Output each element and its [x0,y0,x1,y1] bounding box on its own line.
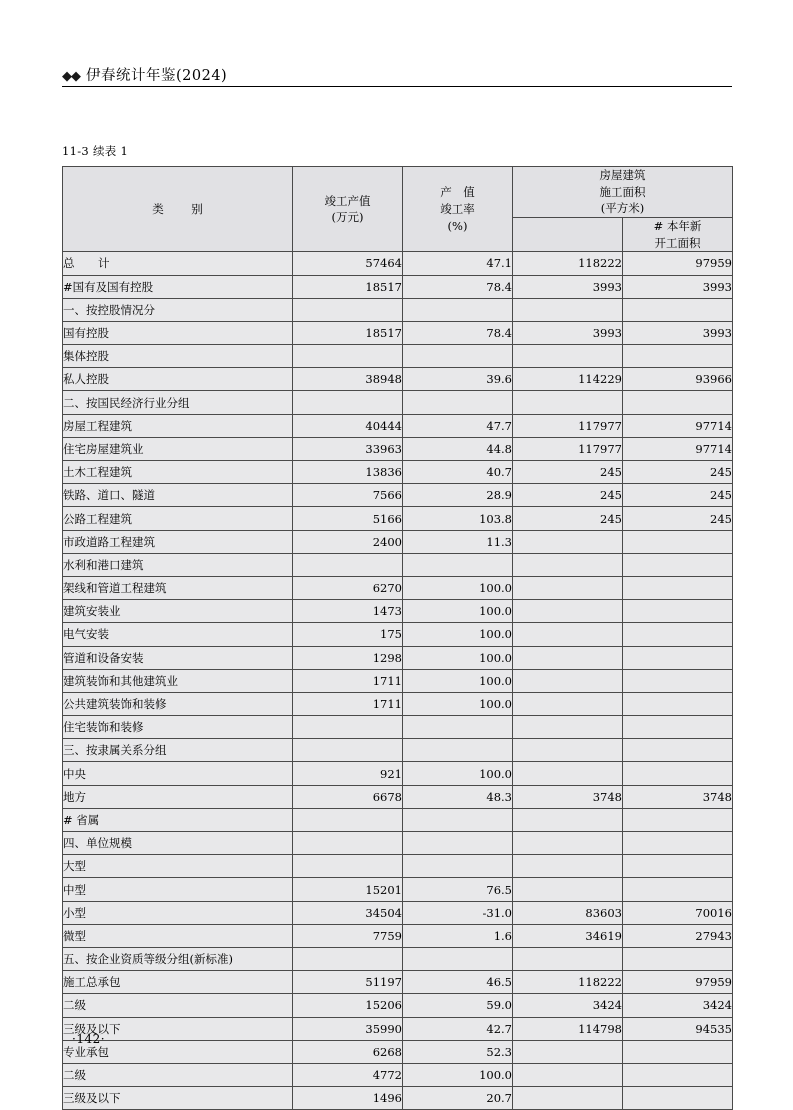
row-value-c4 [623,669,733,692]
row-value-c2: 44.8 [403,437,513,460]
statistics-table [62,166,733,1110]
row-value-c1: 6270 [293,576,403,599]
table-row [63,739,733,762]
table-row [63,275,733,298]
row-value-c3 [513,947,623,970]
row-value-c1: 15206 [293,994,403,1017]
row-value-c1 [293,716,403,739]
table-row [63,530,733,553]
row-value-c2 [403,947,513,970]
row-value-c3: 245 [513,461,623,484]
table-row [63,1017,733,1040]
row-value-c3: 3424 [513,994,623,1017]
row-value-c3 [513,669,623,692]
row-value-c3: 3748 [513,785,623,808]
row-value-c2 [403,716,513,739]
table-row [63,808,733,831]
table-row [63,437,733,460]
row-value-c4: 27943 [623,924,733,947]
row-category-label: # 省属 [63,808,293,831]
row-value-c1 [293,298,403,321]
table-row [63,298,733,321]
row-value-c1 [293,391,403,414]
table-row [63,832,733,855]
row-value-c3 [513,600,623,623]
table-row [63,623,733,646]
row-value-c2 [403,808,513,831]
column-header-output-completion-rate: 产 值 竣工率 (%) [403,167,513,252]
row-value-c3 [513,716,623,739]
row-category-label: 三级及以下 [63,1017,293,1040]
row-value-c4 [623,1063,733,1086]
row-value-c1: 1473 [293,600,403,623]
row-value-c1: 2400 [293,530,403,553]
row-value-c4 [623,855,733,878]
row-value-c2: 47.1 [403,252,513,275]
diamond-ornament-icon: ◆◆ [62,68,80,83]
table-row [63,785,733,808]
row-value-c1 [293,855,403,878]
row-value-c1 [293,832,403,855]
row-category-label: 建筑安装业 [63,600,293,623]
column-header-spacer [513,218,623,252]
row-category-label: 地方 [63,785,293,808]
row-value-c2: 20.7 [403,1087,513,1110]
row-value-c2: 103.8 [403,507,513,530]
row-value-c4: 245 [623,507,733,530]
row-category-label: 中型 [63,878,293,901]
row-value-c1: 6268 [293,1040,403,1063]
row-value-c1: 7566 [293,484,403,507]
row-value-c3 [513,878,623,901]
row-category-label: 集体控股 [63,345,293,368]
row-value-c2 [403,832,513,855]
row-value-c3: 118222 [513,252,623,275]
row-value-c4: 94535 [623,1017,733,1040]
row-value-c1 [293,947,403,970]
column-header-category: 类 别 [63,167,293,252]
row-value-c3 [513,553,623,576]
row-value-c2 [403,391,513,414]
row-value-c2: 100.0 [403,669,513,692]
table-row [63,947,733,970]
row-category-label: 中央 [63,762,293,785]
column-header-building-construction-area: 房屋建筑 施工面积 (平方米) [513,167,733,218]
table-row [63,1087,733,1110]
row-value-c4: 3424 [623,994,733,1017]
row-category-label: 电气安装 [63,623,293,646]
table-row [63,600,733,623]
row-value-c4 [623,553,733,576]
row-value-c2: 47.7 [403,414,513,437]
row-value-c4 [623,739,733,762]
row-category-label: 私人控股 [63,368,293,391]
row-value-c2: 78.4 [403,321,513,344]
table-header-row-1 [63,167,733,218]
row-value-c1: 18517 [293,321,403,344]
table-row [63,1040,733,1063]
table-row [63,716,733,739]
table-row [63,484,733,507]
row-value-c4 [623,391,733,414]
row-value-c3 [513,692,623,715]
column-header-completed-output-value: 竣工产值 (万元) [293,167,403,252]
row-value-c4 [623,530,733,553]
row-value-c3: 3993 [513,275,623,298]
row-value-c2: 42.7 [403,1017,513,1040]
row-value-c2: 48.3 [403,785,513,808]
row-category-label: 三、按隶属关系分组 [63,739,293,762]
row-value-c3 [513,345,623,368]
row-category-label: 土木工程建筑 [63,461,293,484]
row-value-c4: 70016 [623,901,733,924]
row-value-c1: 13836 [293,461,403,484]
row-value-c4 [623,345,733,368]
row-value-c4: 97714 [623,414,733,437]
row-value-c3 [513,762,623,785]
row-category-label: #国有及国有控股 [63,275,293,298]
row-value-c1: 1298 [293,646,403,669]
row-value-c2: 11.3 [403,530,513,553]
table-row [63,553,733,576]
table-row [63,901,733,924]
table-row [63,762,733,785]
row-category-label: 房屋工程建筑 [63,414,293,437]
row-value-c3 [513,391,623,414]
table-row [63,924,733,947]
row-value-c3 [513,623,623,646]
row-value-c2: 78.4 [403,275,513,298]
row-category-label: 管道和设备安装 [63,646,293,669]
table-row [63,669,733,692]
row-value-c3 [513,739,623,762]
row-value-c2: 52.3 [403,1040,513,1063]
table-row [63,878,733,901]
row-category-label: 一、按控股情况分 [63,298,293,321]
row-category-label: 四、单位规模 [63,832,293,855]
row-value-c1: 33963 [293,437,403,460]
row-value-c2 [403,553,513,576]
table-row [63,461,733,484]
row-value-c1: 1711 [293,669,403,692]
row-value-c2: 1.6 [403,924,513,947]
row-value-c3: 114798 [513,1017,623,1040]
table-row [63,345,733,368]
row-value-c1 [293,553,403,576]
table-row [63,692,733,715]
table-row [63,391,733,414]
row-value-c3 [513,646,623,669]
row-value-c1: 40444 [293,414,403,437]
row-value-c4: 3748 [623,785,733,808]
row-category-label: 微型 [63,924,293,947]
table-row [63,507,733,530]
row-value-c1: 1496 [293,1087,403,1110]
row-value-c2: 100.0 [403,600,513,623]
row-value-c4 [623,947,733,970]
table-row [63,994,733,1017]
row-value-c2: 100.0 [403,692,513,715]
row-value-c4 [623,762,733,785]
row-value-c2: 100.0 [403,762,513,785]
row-value-c3: 117977 [513,414,623,437]
row-value-c1 [293,808,403,831]
row-value-c1: 38948 [293,368,403,391]
row-value-c4 [623,808,733,831]
row-value-c4 [623,1040,733,1063]
row-category-label: 五、按企业资质等级分组(新标准) [63,947,293,970]
row-value-c3 [513,832,623,855]
row-category-label: 国有控股 [63,321,293,344]
row-value-c3 [513,530,623,553]
row-value-c3: 83603 [513,901,623,924]
row-value-c1: 34504 [293,901,403,924]
row-category-label: 住宅装饰和装修 [63,716,293,739]
row-value-c1: 4772 [293,1063,403,1086]
row-value-c3 [513,576,623,599]
table-row [63,971,733,994]
row-category-label: 铁路、道口、隧道 [63,484,293,507]
row-value-c3: 117977 [513,437,623,460]
row-value-c1: 7759 [293,924,403,947]
row-value-c3: 3993 [513,321,623,344]
statistics-table-container [62,166,732,1110]
row-value-c2: 40.7 [403,461,513,484]
table-row [63,576,733,599]
row-category-label: 三级及以下 [63,1087,293,1110]
row-value-c4: 97714 [623,437,733,460]
row-value-c2: 100.0 [403,646,513,669]
row-value-c3 [513,855,623,878]
row-value-c4 [623,600,733,623]
table-row [63,646,733,669]
row-category-label: 大型 [63,855,293,878]
row-value-c4 [623,832,733,855]
row-value-c2: 100.0 [403,576,513,599]
row-value-c4: 93966 [623,368,733,391]
row-value-c4 [623,1087,733,1110]
row-value-c1: 57464 [293,252,403,275]
row-value-c3 [513,298,623,321]
row-value-c1: 18517 [293,275,403,298]
row-category-label: 施工总承包 [63,971,293,994]
row-value-c4: 245 [623,461,733,484]
row-category-label: 二、按国民经济行业分组 [63,391,293,414]
page-number: ·142· [72,1032,106,1046]
row-category-label: 二级 [63,994,293,1017]
row-value-c1: 921 [293,762,403,785]
row-value-c3 [513,1040,623,1063]
row-value-c1 [293,739,403,762]
row-value-c3: 34619 [513,924,623,947]
row-value-c1: 5166 [293,507,403,530]
table-row [63,368,733,391]
row-value-c2 [403,739,513,762]
row-value-c1: 1711 [293,692,403,715]
row-category-label: 总 计 [63,252,293,275]
row-value-c1: 35990 [293,1017,403,1040]
row-value-c4: 97959 [623,971,733,994]
row-value-c4: 97959 [623,252,733,275]
row-value-c4 [623,878,733,901]
table-row [63,414,733,437]
row-value-c2: 39.6 [403,368,513,391]
row-value-c2: 59.0 [403,994,513,1017]
row-category-label: 住宅房屋建筑业 [63,437,293,460]
row-value-c3: 245 [513,484,623,507]
row-value-c1: 51197 [293,971,403,994]
row-value-c3 [513,808,623,831]
table-row [63,252,733,275]
table-body [63,252,733,1110]
table-row [63,855,733,878]
row-value-c4: 3993 [623,321,733,344]
row-value-c1 [293,345,403,368]
table-row [63,1063,733,1086]
row-category-label: 建筑装饰和其他建筑业 [63,669,293,692]
row-value-c2: 100.0 [403,623,513,646]
row-value-c4: 245 [623,484,733,507]
header-divider [62,86,732,87]
row-category-label: 公路工程建筑 [63,507,293,530]
column-header-new-start-area: # 本年新 开工面积 [623,218,733,252]
row-value-c2: 76.5 [403,878,513,901]
row-value-c2: 28.9 [403,484,513,507]
row-value-c2 [403,855,513,878]
row-category-label: 架线和管道工程建筑 [63,576,293,599]
row-value-c2 [403,345,513,368]
row-category-label: 小型 [63,901,293,924]
table-number-label: 11-3 续表 1 [62,144,129,158]
row-value-c1: 6678 [293,785,403,808]
row-value-c3 [513,1087,623,1110]
page-header [62,58,732,88]
row-value-c3 [513,1063,623,1086]
publication-title: 伊春统计年鉴(2024) [86,67,228,84]
row-value-c4 [623,576,733,599]
row-value-c4 [623,646,733,669]
row-value-c4 [623,692,733,715]
row-value-c4: 3993 [623,275,733,298]
row-value-c2: 100.0 [403,1063,513,1086]
row-category-label: 二级 [63,1063,293,1086]
row-value-c4 [623,298,733,321]
row-value-c1: 175 [293,623,403,646]
row-value-c4 [623,716,733,739]
row-value-c1: 15201 [293,878,403,901]
row-value-c3: 245 [513,507,623,530]
row-value-c2 [403,298,513,321]
row-category-label: 水利和港口建筑 [63,553,293,576]
row-value-c2: 46.5 [403,971,513,994]
row-category-label: 公共建筑装饰和装修 [63,692,293,715]
row-value-c3: 118222 [513,971,623,994]
row-category-label: 市政道路工程建筑 [63,530,293,553]
table-row [63,321,733,344]
row-value-c2: -31.0 [403,901,513,924]
row-value-c3: 114229 [513,368,623,391]
row-category-label: 专业承包 [63,1040,293,1063]
row-value-c4 [623,623,733,646]
